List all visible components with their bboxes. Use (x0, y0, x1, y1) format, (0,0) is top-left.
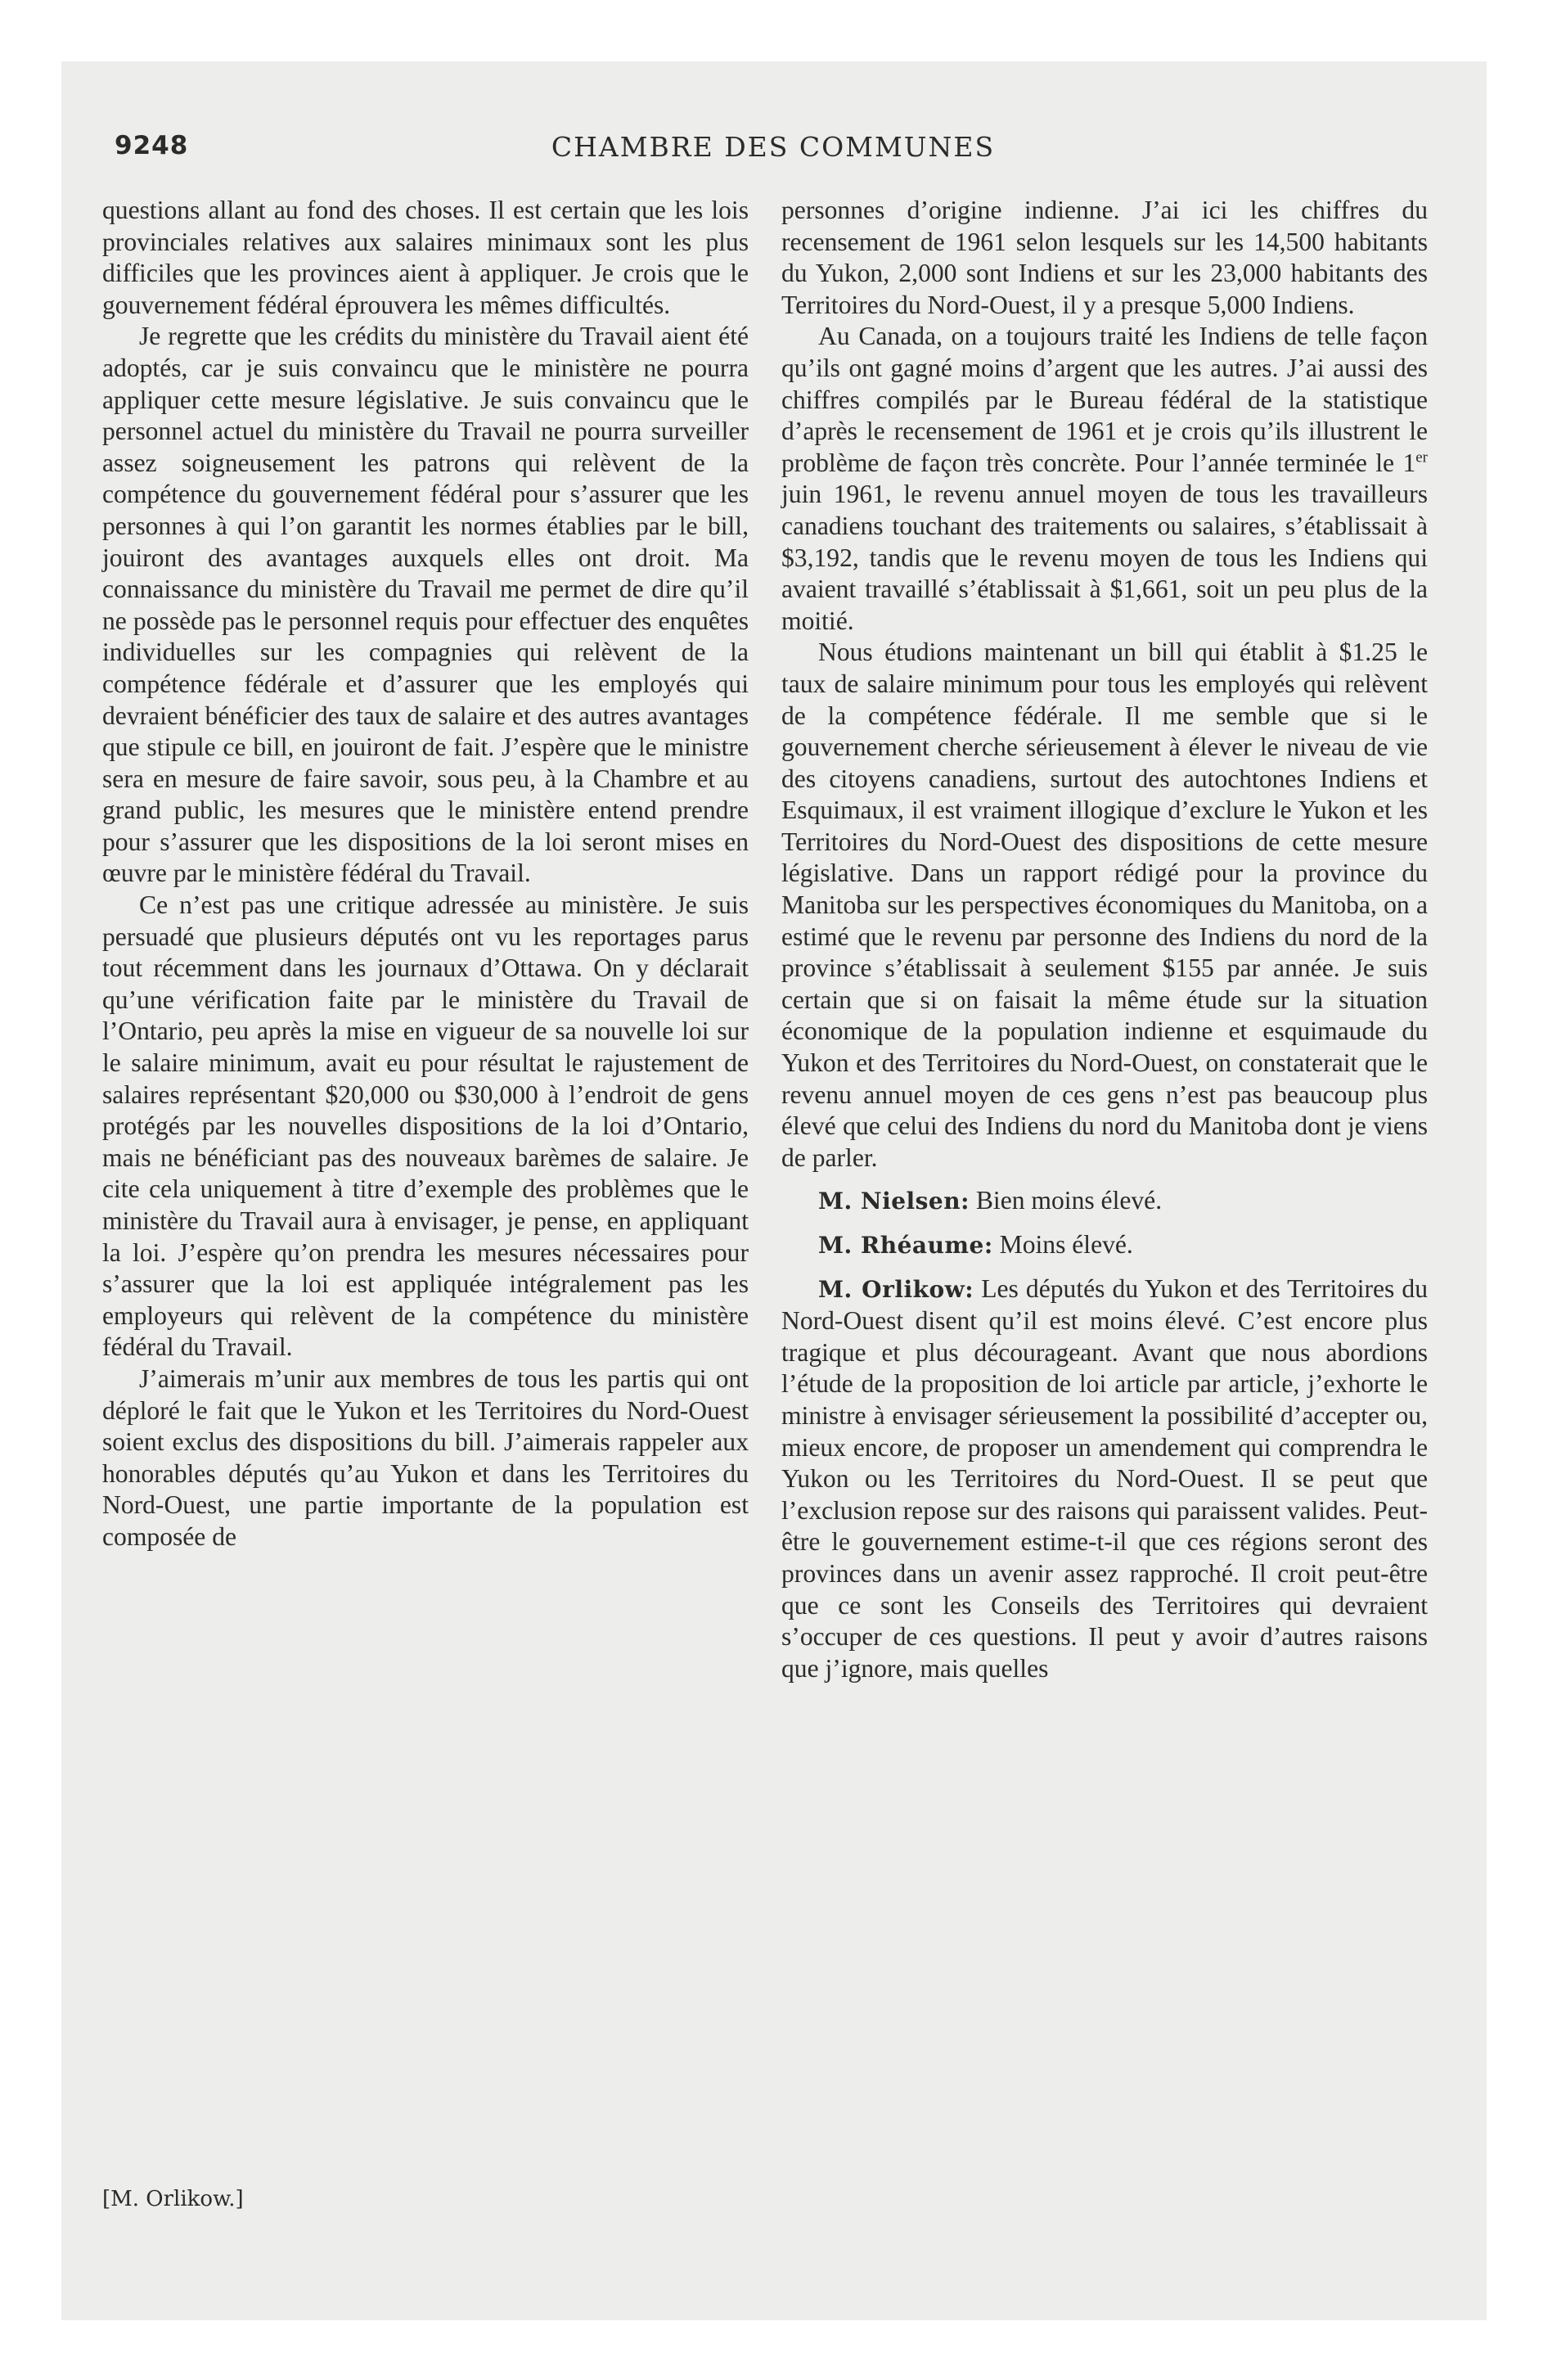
speech-text: Les députés du Yukon et des Territoires du Nord-Ouest disent qu’il est moins élevé. C’est encore plus tragique et plus décourageant. Avant que nous abordions l’étude de la proposition de loi article par article, j’exhorte le ministre à envisager sérieusement la possibilité d’accepter ou, mieux encore, de proposer un amendement qui comprendra le Yukon ou les Territoires du Nord-Ouest. Il se peut que l’exclusion repose sur des raisons qui paraissent valides. Peut-être le gouvernement estime-t-il que ces régions seront des provinces dans un avenir assez rapproché. Il croit peut-être que ce sont les Conseils des Territoires qui devraient s’occuper de ces questions. Il peut y avoir d’autres raisons que j’ignore, mais quelles (781, 1273, 1428, 1683)
page-number: 9248 (115, 131, 189, 160)
superscript: er (1415, 449, 1428, 467)
paragraph: personnes d’origine indienne. J’ai ici les chiffres du recensement de 1961 selon lesquels sur les 14,500 habitants du Yukon, 2,000 sont Indiens et sur les 23,000 habitants des Territoires du Nord-Ouest, il y a presque 5,000 Indiens. (781, 196, 1428, 319)
paragraph: questions allant au fond des choses. Il est certain que les lois provinciales relatives aux salaires minimaux sont les plus difficiles que les provinces aient à appliquer. Je crois que le gouvernement fédéral éprouvera les mêmes difficultés. (102, 196, 749, 319)
speech-nielsen (781, 1185, 1428, 1218)
running-head: CHAMBRE DES COMMUNES (551, 131, 996, 163)
paragraph-text: juin 1961, le revenu annuel moyen de tous les travailleurs canadiens touchant des traitements ou salaires, s’établissait à $3,192, tandis que le revenu moyen de tous les Indiens qui avaient travaillé s’établissait à $1,661, soit un peu plus de la moitié. (781, 480, 1428, 635)
paragraph: Nous étudions maintenant un bill qui établit à $1.25 le taux de salaire minimum pour tous les employés qui relèvent de la compétence fédérale. Il me semble que si le gouvernement cherche sérieusement à élever le niveau de vie des citoyens canadiens, surtout des autochtones Indiens et Esquimaux, il est vraiment illogique d’exclure le Yukon et les Territoires du Nord-Ouest des dispositions de cette mesure législative. Dans un rapport rédigé pour la province du Manitoba sur les perspectives économiques du Manitoba, on a estimé que le revenu par personne des Indiens du nord de la province s’établissait à seulement $155 par année. Je suis certain que si on faisait la même étude sur la situation économique de la population indienne et esquimaude du Yukon et des Territoires du Nord-Ouest, on constaterait que le revenu annuel moyen de ces gens n’est pas beaucoup plus élevé que celui des Indiens du nord du Manitoba dont je viens de parler. (781, 638, 1428, 1172)
speech-orlikow (781, 1273, 1428, 1685)
paragraph (781, 321, 1428, 637)
paragraph: Je regrette que les crédits du ministère du Travail aient été adoptés, car je suis convaincu que le ministère ne pourra appliquer cette mesure législative. Je suis convaincu que le personnel actuel du ministère du Travail ne pourra surveiller assez soigneusement les patrons qui relèvent de la compétence du gouvernement fédéral pour s’assurer que les personnes à qui l’on garantit les normes établies par le bill, jouiront des avantages auxquels elles ont droit. Ma connaissance du ministère du Travail me permet de dire qu’il ne possède pas le personnel requis pour effectuer des enquêtes individuelles sur les compagnies qui relèvent de la compétence fédérale et d’assurer que les employés qui devraient bénéficier des taux de salaire et des autres avantages que stipule ce bill, en jouiront de fait. J’espère que le ministre sera en mesure de faire savoir, sous peu, à la Chambre et au grand public, les mesures que le ministère entend prendre pour s’assurer que les dispositions de la loi seront mises en œuvre par le ministère fédéral du Travail. (102, 322, 749, 888)
speaker-name: M. Nielsen: (818, 1188, 970, 1215)
paragraph-text: Au Canada, on a toujours traité les Indiens de telle façon qu’ils ont gagné moins d’argent que les autres. J’ai aussi des chiffres compilés par le Bureau fédéral de la statistique d’après le recensement de 1961 et je crois qu’ils illustrent le problème de façon très concrète. Pour l’année terminée le 1 (781, 322, 1428, 477)
paragraph: Ce n’est pas une critique adressée au ministère. Je suis persuadé que plusieurs députés ont vu les reportages parus tout récemment dans les journaux d’Ottawa. On y déclarait qu’une vérification faite par le ministère du Travail de l’Ontario, peu après la mise en vigueur de sa nouvelle loi sur le salaire minimum, avait eu pour résultat le rajustement de salaires représentant $20,000 ou $30,000 à l’endroit de gens protégés par les nouvelles dispositions de la loi d’Ontario, mais ne bénéficiant pas des nouveaux barèmes de salaire. Je cite cela uniquement à titre d’exemple des problèmes que le ministère du Travail aura à envisager, je pense, en appliquant la loi. J’espère qu’on prendra les mesures nécessaires pour s’assurer que la loi est appliquée intégralement pas les employeurs qui relèvent de la compétence du ministère fédéral du Travail. (102, 890, 749, 1362)
speaker-name: M. Orlikow: (818, 1275, 974, 1303)
speech-text: Moins élevé. (992, 1230, 1133, 1259)
page-header (98, 131, 1448, 172)
paragraph: J’aimerais m’unir aux membres de tous les partis qui ont déploré le fait que le Yukon et les Territoires du Nord-Ouest soient exclus des dispositions du bill. J’aimerais rappeler aux honorables députés qu’au Yukon et dans les Territoires du Nord-Ouest, une partie importante de la population est composée de (102, 1364, 749, 1551)
speaker-footer: [M. Orlikow.] (102, 2187, 244, 2211)
speech-rheaume (781, 1229, 1428, 1262)
left-column (102, 195, 749, 1553)
speaker-name: M. Rhéaume: (818, 1232, 993, 1259)
speech-text: Bien moins élevé. (969, 1186, 1163, 1215)
right-column (781, 195, 1428, 1684)
